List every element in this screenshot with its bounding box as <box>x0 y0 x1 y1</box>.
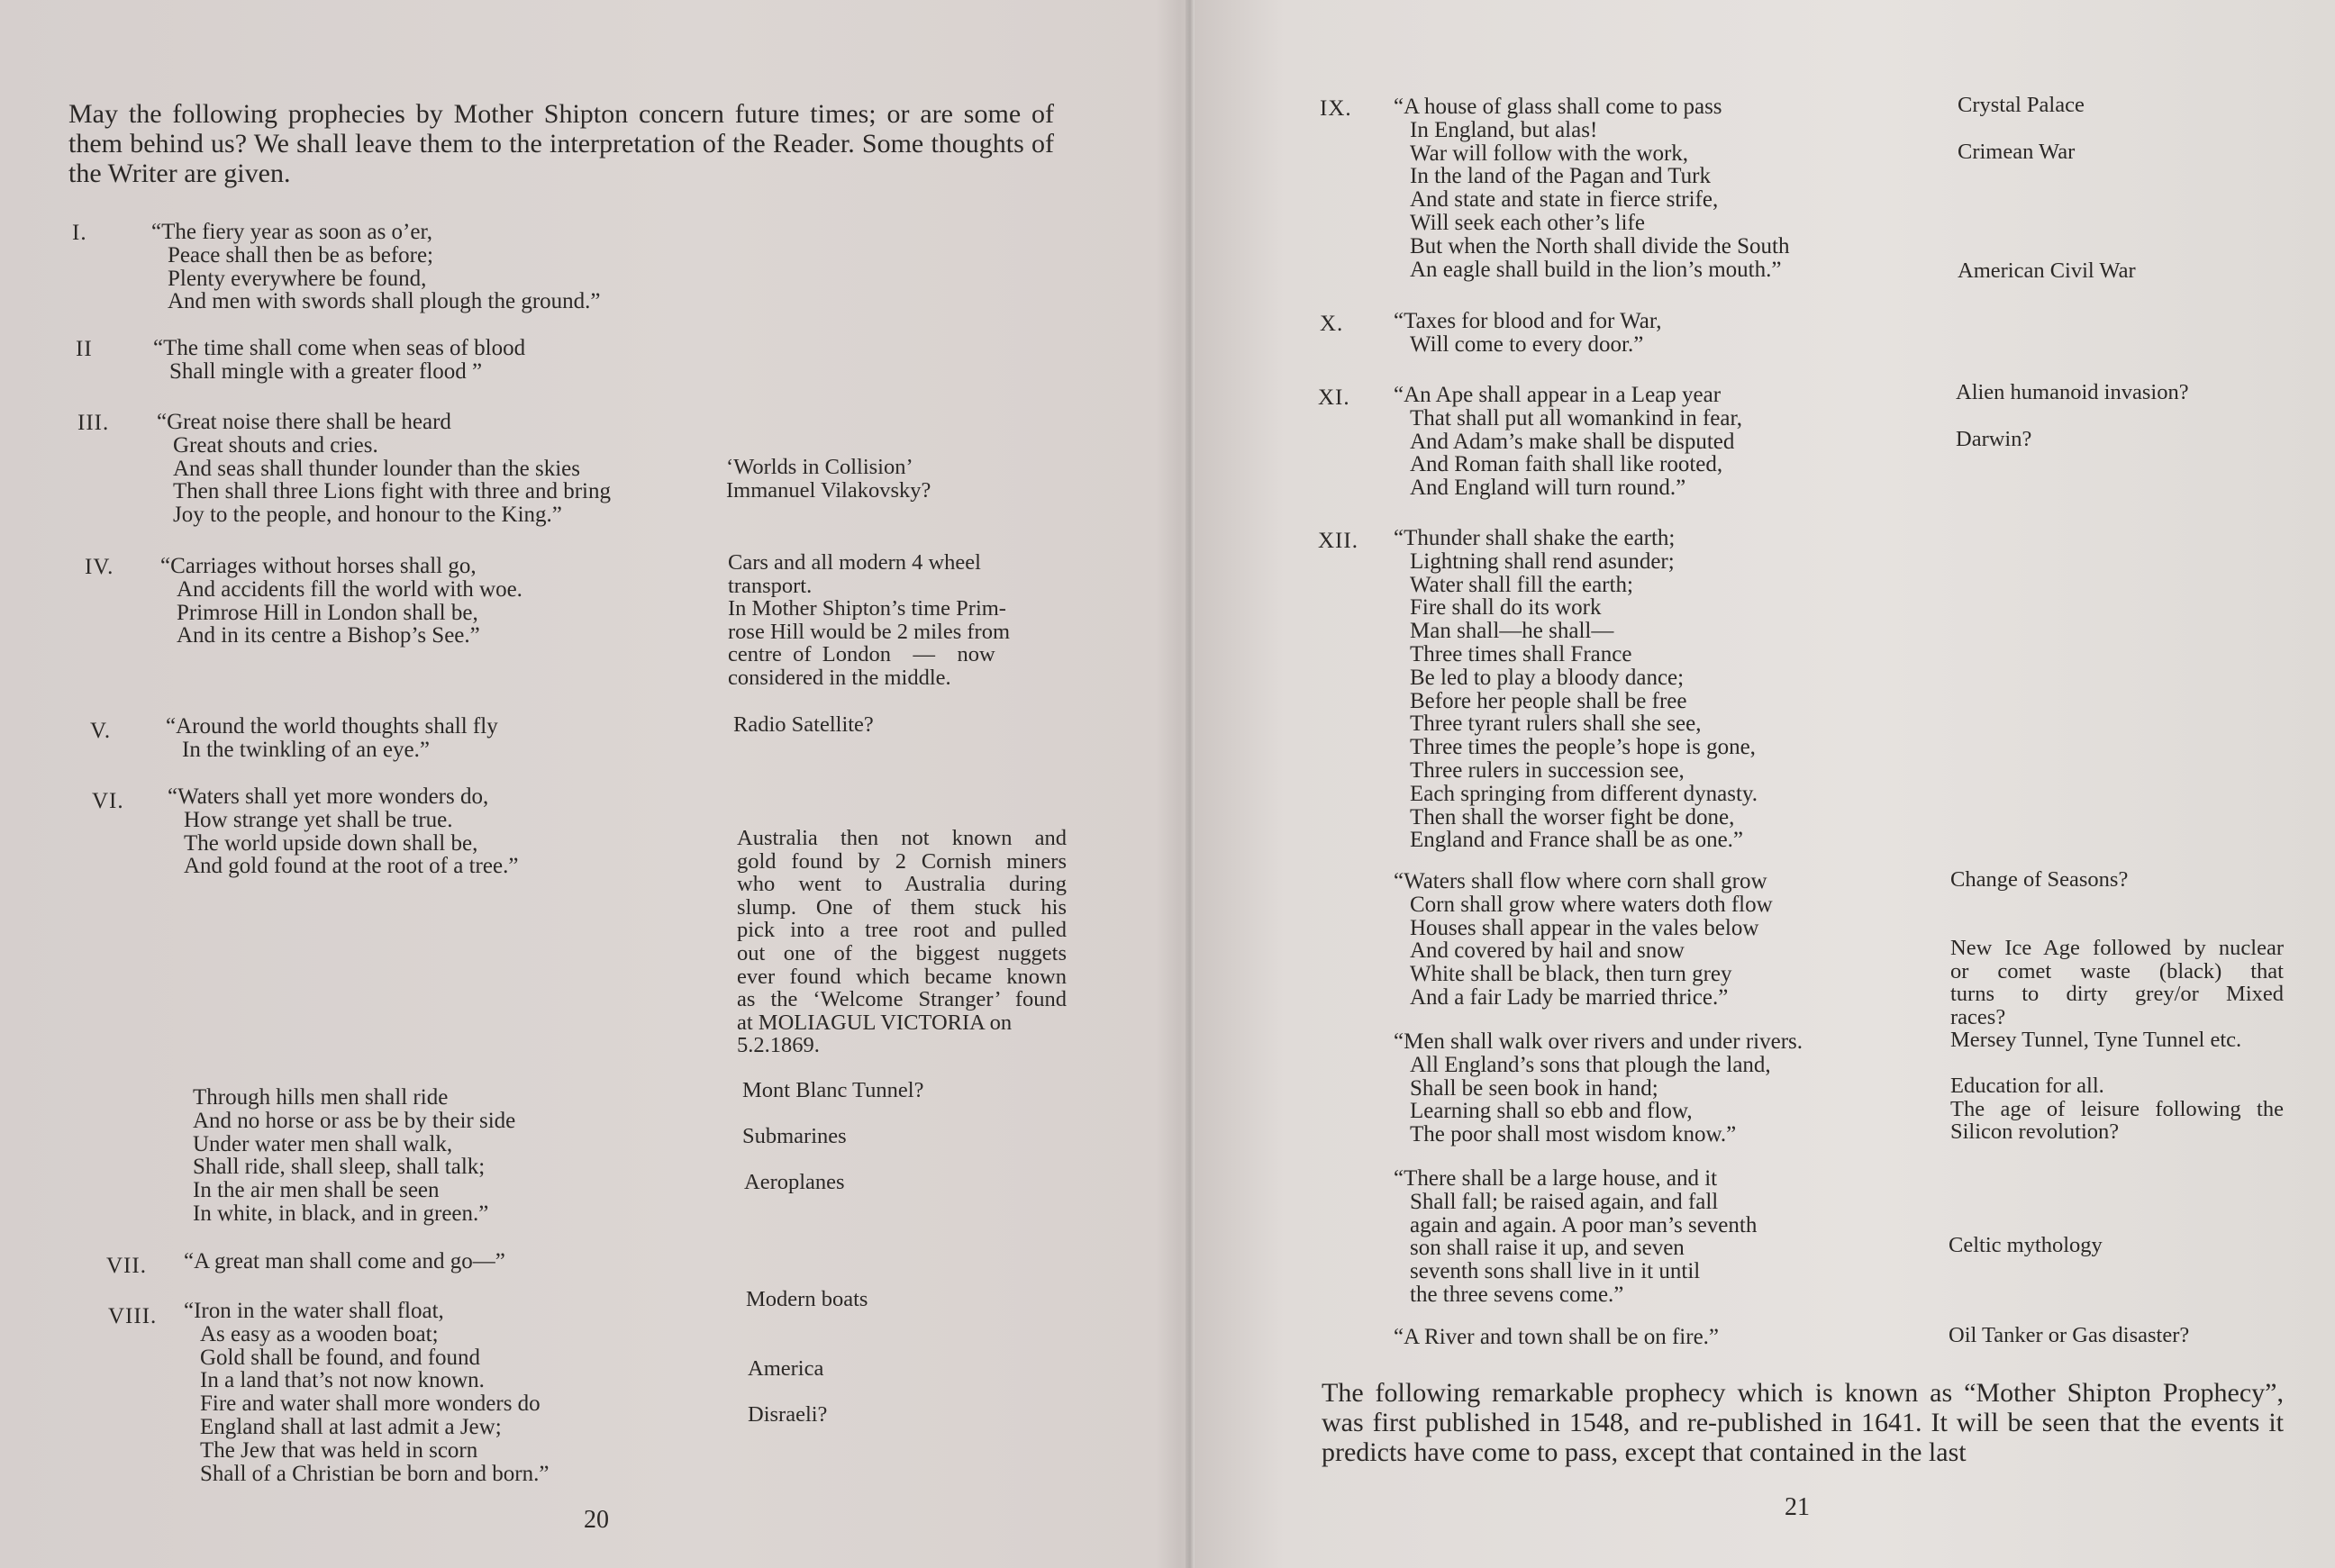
verse-line: And men with swords shall plough the ground.” <box>168 289 601 314</box>
verse-line: And state and state in fierce strife, <box>1410 187 1719 213</box>
note-line: out one of the biggest nuggets <box>737 940 1067 965</box>
verse-line: All England’s sons that plough the land, <box>1410 1052 1771 1077</box>
verse-line: Shall fall; be raised again, and fall <box>1410 1189 1719 1214</box>
verse-line: The world upside down shall be, <box>184 830 478 856</box>
verse-line: Plenty everywhere be found, <box>168 266 427 291</box>
verse-line: How strange yet shall be true. <box>184 807 453 832</box>
verse-line: “A house of glass shall come to pass <box>1394 95 1722 119</box>
margin-note <box>733 713 874 737</box>
verse-line: Shall be seen book in hand; <box>1410 1075 1658 1101</box>
verse-line: Three times the people’s hope is gone, <box>1410 735 1756 760</box>
verse-line: England and France shall be as one.” <box>1410 828 1744 853</box>
verse-line: And England will turn round.” <box>1410 476 1686 501</box>
verse-line: Through hills men shall ride <box>193 1085 449 1110</box>
prophecy-verse <box>166 715 498 762</box>
prophecy-verse <box>168 785 518 878</box>
note-line: Immanuel Vilakovsky? <box>726 477 931 503</box>
margin-note: Aeroplanes <box>744 1170 845 1194</box>
prophecy-number: I. <box>72 221 87 245</box>
margin-note: Disraeli? <box>748 1402 828 1427</box>
verse-line: “An Ape shall appear in a Leap year <box>1394 383 1722 407</box>
verse-line: Will seek each other’s life <box>1410 210 1645 235</box>
verse-line: Lightning shall rend asunder; <box>1410 548 1675 574</box>
note-line: pick into a tree root and pulled <box>737 918 1067 943</box>
prophecy-verse <box>151 221 601 313</box>
verse-line: Shall ride, shall sleep, shall talk; <box>193 1155 486 1180</box>
prophecy-number: XII. <box>1318 529 1358 553</box>
verse-line: again and again. A poor man’s seventh <box>1410 1212 1758 1237</box>
verse-line: Be led to play a bloody dance; <box>1410 665 1685 690</box>
note-line: Silicon revolution? <box>1950 1119 2120 1145</box>
verse-line: War will follow with the work, <box>1410 140 1689 166</box>
margin-note <box>728 551 1063 690</box>
verse-line: “Thunder shall shake the earth; <box>1394 526 1676 550</box>
prophecy-verse <box>1394 527 1758 852</box>
note-line: New Ice Age followed by nuclear <box>1950 936 2284 960</box>
verse-line: Fire and water shall more wonders do <box>200 1391 541 1417</box>
verse-line: Gold shall be found, and found <box>200 1345 481 1370</box>
margin-note <box>737 827 1067 1057</box>
note-line: 5.2.1869. <box>737 1033 820 1058</box>
verse-line: Shall of a Christian be born and born.” <box>200 1461 550 1486</box>
verse-line: Joy to the people, and honour to the King.” <box>173 503 562 528</box>
verse-line: “Waters shall flow where corn shall grow <box>1394 869 1767 893</box>
margin-note: Change of Seasons? <box>1950 867 2129 892</box>
margin-note <box>726 456 931 502</box>
verse-line: “Around the world thoughts shall fly <box>166 714 498 739</box>
prophecy-verse <box>1394 95 1789 281</box>
prophecy-verse <box>1394 870 1773 1010</box>
verse-line: White shall be black, then turn grey <box>1410 962 1732 987</box>
prophecy-number: VI. <box>92 789 124 813</box>
verse-line: Man shall—he shall— <box>1410 619 1614 644</box>
verse-line: Under water men shall walk, <box>193 1131 453 1156</box>
prophecy-number: III. <box>77 411 110 435</box>
verse-line: Then shall the worser fight be done, <box>1410 804 1735 829</box>
margin-note <box>1950 937 2284 1029</box>
prophecy-verse <box>1394 1030 1803 1147</box>
note-line: turns to dirty grey/or Mixed <box>1950 982 2284 1007</box>
verse-line: “The fiery year as soon as o’er, <box>151 220 433 244</box>
verse-line: And no horse or ass be by their side <box>193 1108 516 1133</box>
margin-note: Crimean War <box>1958 140 2076 164</box>
closing-paragraph: The following remarkable prophecy which is known as “Mother Shipton Prophecy”, was first published in 1548, and re-published in 1641. It will be seen that the events it predicts have come to pass, except that contained in the last <box>1322 1378 2284 1467</box>
prophecy-number: VIII. <box>108 1304 158 1328</box>
prophecy-verse <box>160 555 522 648</box>
note-line: slump. One of them stuck his <box>737 894 1067 920</box>
note-line: who went to Australia during <box>737 872 1067 897</box>
note-line: ever found which became known <box>737 964 1067 989</box>
margin-note <box>1950 1074 2284 1144</box>
verse-line: And a fair Lady be married thrice.” <box>1410 984 1729 1010</box>
verse-line: son shall raise it up, and seven <box>1410 1236 1685 1261</box>
note-line: as the ‘Welcome Stranger’ found <box>737 987 1067 1012</box>
verse-line: “The time shall come when seas of blood <box>153 336 526 360</box>
note-line: ‘Worlds in Collision’ <box>726 455 913 479</box>
verse-line: In the twinkling of an eye.” <box>182 737 430 762</box>
prophecy-verse <box>1394 1167 1757 1307</box>
verse-line: seventh sons shall live in it until <box>1410 1259 1701 1284</box>
verse-line: Peace shall then be as before; <box>168 242 434 267</box>
margin-note: Modern boats <box>746 1287 868 1311</box>
verse-line: Three rulers in succession see, <box>1410 757 1685 783</box>
page-number: 20 <box>584 1506 609 1534</box>
verse-line: Three tyrant rulers shall she see, <box>1410 711 1702 737</box>
verse-line: Learning shall so ebb and flow, <box>1410 1099 1693 1124</box>
verse-line: And gold found at the root of a tree.” <box>184 854 519 879</box>
verse-line: Great shouts and cries. <box>173 432 378 458</box>
prophecy-verse <box>193 1086 515 1226</box>
verse-line: In a land that’s not now known. <box>200 1368 485 1393</box>
verse-line: Corn shall grow where waters doth flow <box>1410 892 1773 917</box>
verse-line: England shall at last admit a Jew; <box>200 1414 502 1439</box>
verse-line: In white, in black, and in green.” <box>193 1201 489 1226</box>
prophecy-number: X. <box>1320 312 1344 336</box>
verse-line: The poor shall most wisdom know.” <box>1410 1122 1737 1147</box>
prophecy-verse <box>157 411 611 527</box>
verse-line: Will come to every door.” <box>1410 331 1644 357</box>
note-line: or comet waste (black) that <box>1950 958 2284 983</box>
note-line: gold found by 2 Cornish miners <box>737 848 1067 874</box>
verse-line: And in its centre a Bishop’s See.” <box>177 623 480 648</box>
verse-line: In the land of the Pagan and Turk <box>1410 164 1711 189</box>
note-line: considered in the middle. <box>728 665 951 690</box>
verse-line: “Carriages without horses shall go, <box>160 554 477 578</box>
prophecy-number: XI. <box>1318 385 1350 410</box>
prophecy-verse <box>184 1300 549 1485</box>
margin-note: Alien humanoid invasion? <box>1956 380 2189 404</box>
margin-note: American Civil War <box>1958 258 2136 283</box>
note-line: at MOLIAGUL VICTORIA on <box>737 1010 1013 1035</box>
verse-line: And accidents fill the world with woe. <box>177 576 522 602</box>
prophecy-number: V. <box>90 719 112 743</box>
prophecy-verse <box>153 337 525 384</box>
verse-line: As easy as a wooden boat; <box>200 1321 439 1346</box>
margin-note: Oil Tanker or Gas disaster? <box>1949 1323 2190 1347</box>
note-line: centre of London — now <box>728 642 995 667</box>
margin-note: Mersey Tunnel, Tyne Tunnel etc. <box>1950 1028 2242 1052</box>
prophecy-number: IV. <box>85 555 114 579</box>
verse-line: “A River and town shall be on fire.” <box>1394 1325 1720 1349</box>
note-line: races? <box>1950 1004 2006 1029</box>
note-line: The age of leisure following the <box>1950 1096 2284 1121</box>
verse-line: And Roman faith shall like rooted, <box>1410 452 1723 477</box>
note-line: Australia then not known and <box>737 826 1067 850</box>
note-line: transport. <box>728 573 813 598</box>
verse-line: An eagle shall build in the lion’s mouth.” <box>1410 257 1782 282</box>
verse-line: Shall mingle with a greater flood ” <box>169 358 483 384</box>
prophecy-verse <box>1394 384 1742 500</box>
margin-note: Celtic mythology <box>1949 1233 2103 1257</box>
prophecy-number: IX. <box>1320 96 1352 121</box>
verse-line: Three times shall France <box>1410 641 1632 666</box>
page-number: 21 <box>1785 1493 1810 1521</box>
verse-line: The Jew that was held in scorn <box>200 1437 478 1463</box>
verse-line: “There shall be a large house, and it <box>1394 1166 1718 1191</box>
note-line: In Mother Shipton’s time Prim- <box>728 596 1006 621</box>
verse-line: “Iron in the water shall float, <box>184 1299 444 1323</box>
verse-line: Houses shall appear in the vales below <box>1410 915 1759 940</box>
verse-line: Before her people shall be free <box>1410 688 1687 713</box>
prophecy-verse <box>1394 310 1661 357</box>
verse-line: In the air men shall be seen <box>193 1178 440 1203</box>
note-line: Radio Satellite? <box>733 712 874 737</box>
verse-line: But when the North shall divide the South <box>1410 233 1790 258</box>
verse-line: Each springing from different dynasty. <box>1410 781 1758 806</box>
margin-note: Mont Blanc Tunnel? <box>742 1078 924 1102</box>
verse-line: “Taxes for blood and for War, <box>1394 309 1662 333</box>
margin-note: Crystal Palace <box>1958 93 2085 117</box>
verse-line: “Great noise there shall be heard <box>157 410 451 434</box>
verse-line: “Men shall walk over rivers and under rivers. <box>1394 1029 1803 1054</box>
verse-line: “Waters shall yet more wonders do, <box>168 784 489 809</box>
verse-line: Fire shall do its work <box>1410 595 1602 621</box>
verse-line: Water shall fill the earth; <box>1410 572 1633 597</box>
verse-line: And seas shall thunder lounder than the skies <box>173 456 580 481</box>
right-page <box>1194 0 2335 1568</box>
note-line: Education for all. <box>1950 1074 2104 1098</box>
margin-note: Darwin? <box>1956 427 2032 451</box>
verse-line: Then shall three Lions fight with three and bring <box>173 479 611 504</box>
note-line: Cars and all modern 4 wheel <box>728 550 981 575</box>
intro-paragraph: May the following prophecies by Mother Shipton concern future times; or are some of them behind us? We shall leave them to the interpretation of the Reader. Some thoughts of the Writer are given. <box>68 99 1054 188</box>
note-line: rose Hill would be 2 miles from <box>728 619 1011 644</box>
verse-line: And Adam’s make shall be disputed <box>1410 429 1735 454</box>
verse-line: Primrose Hill in London shall be, <box>177 600 478 625</box>
prophecy-number: II <box>76 337 93 361</box>
prophecy-number: VII. <box>106 1254 147 1278</box>
verse-line: That shall put all womankind in fear, <box>1410 405 1743 431</box>
verse-line: the three sevens come.” <box>1410 1282 1624 1307</box>
verse-line: And covered by hail and snow <box>1410 938 1685 964</box>
verse-line: In England, but alas! <box>1410 117 1598 142</box>
margin-note: Submarines <box>742 1124 847 1148</box>
margin-note: America <box>748 1356 824 1381</box>
verse-line: “A great man shall come and go—” <box>184 1249 505 1273</box>
